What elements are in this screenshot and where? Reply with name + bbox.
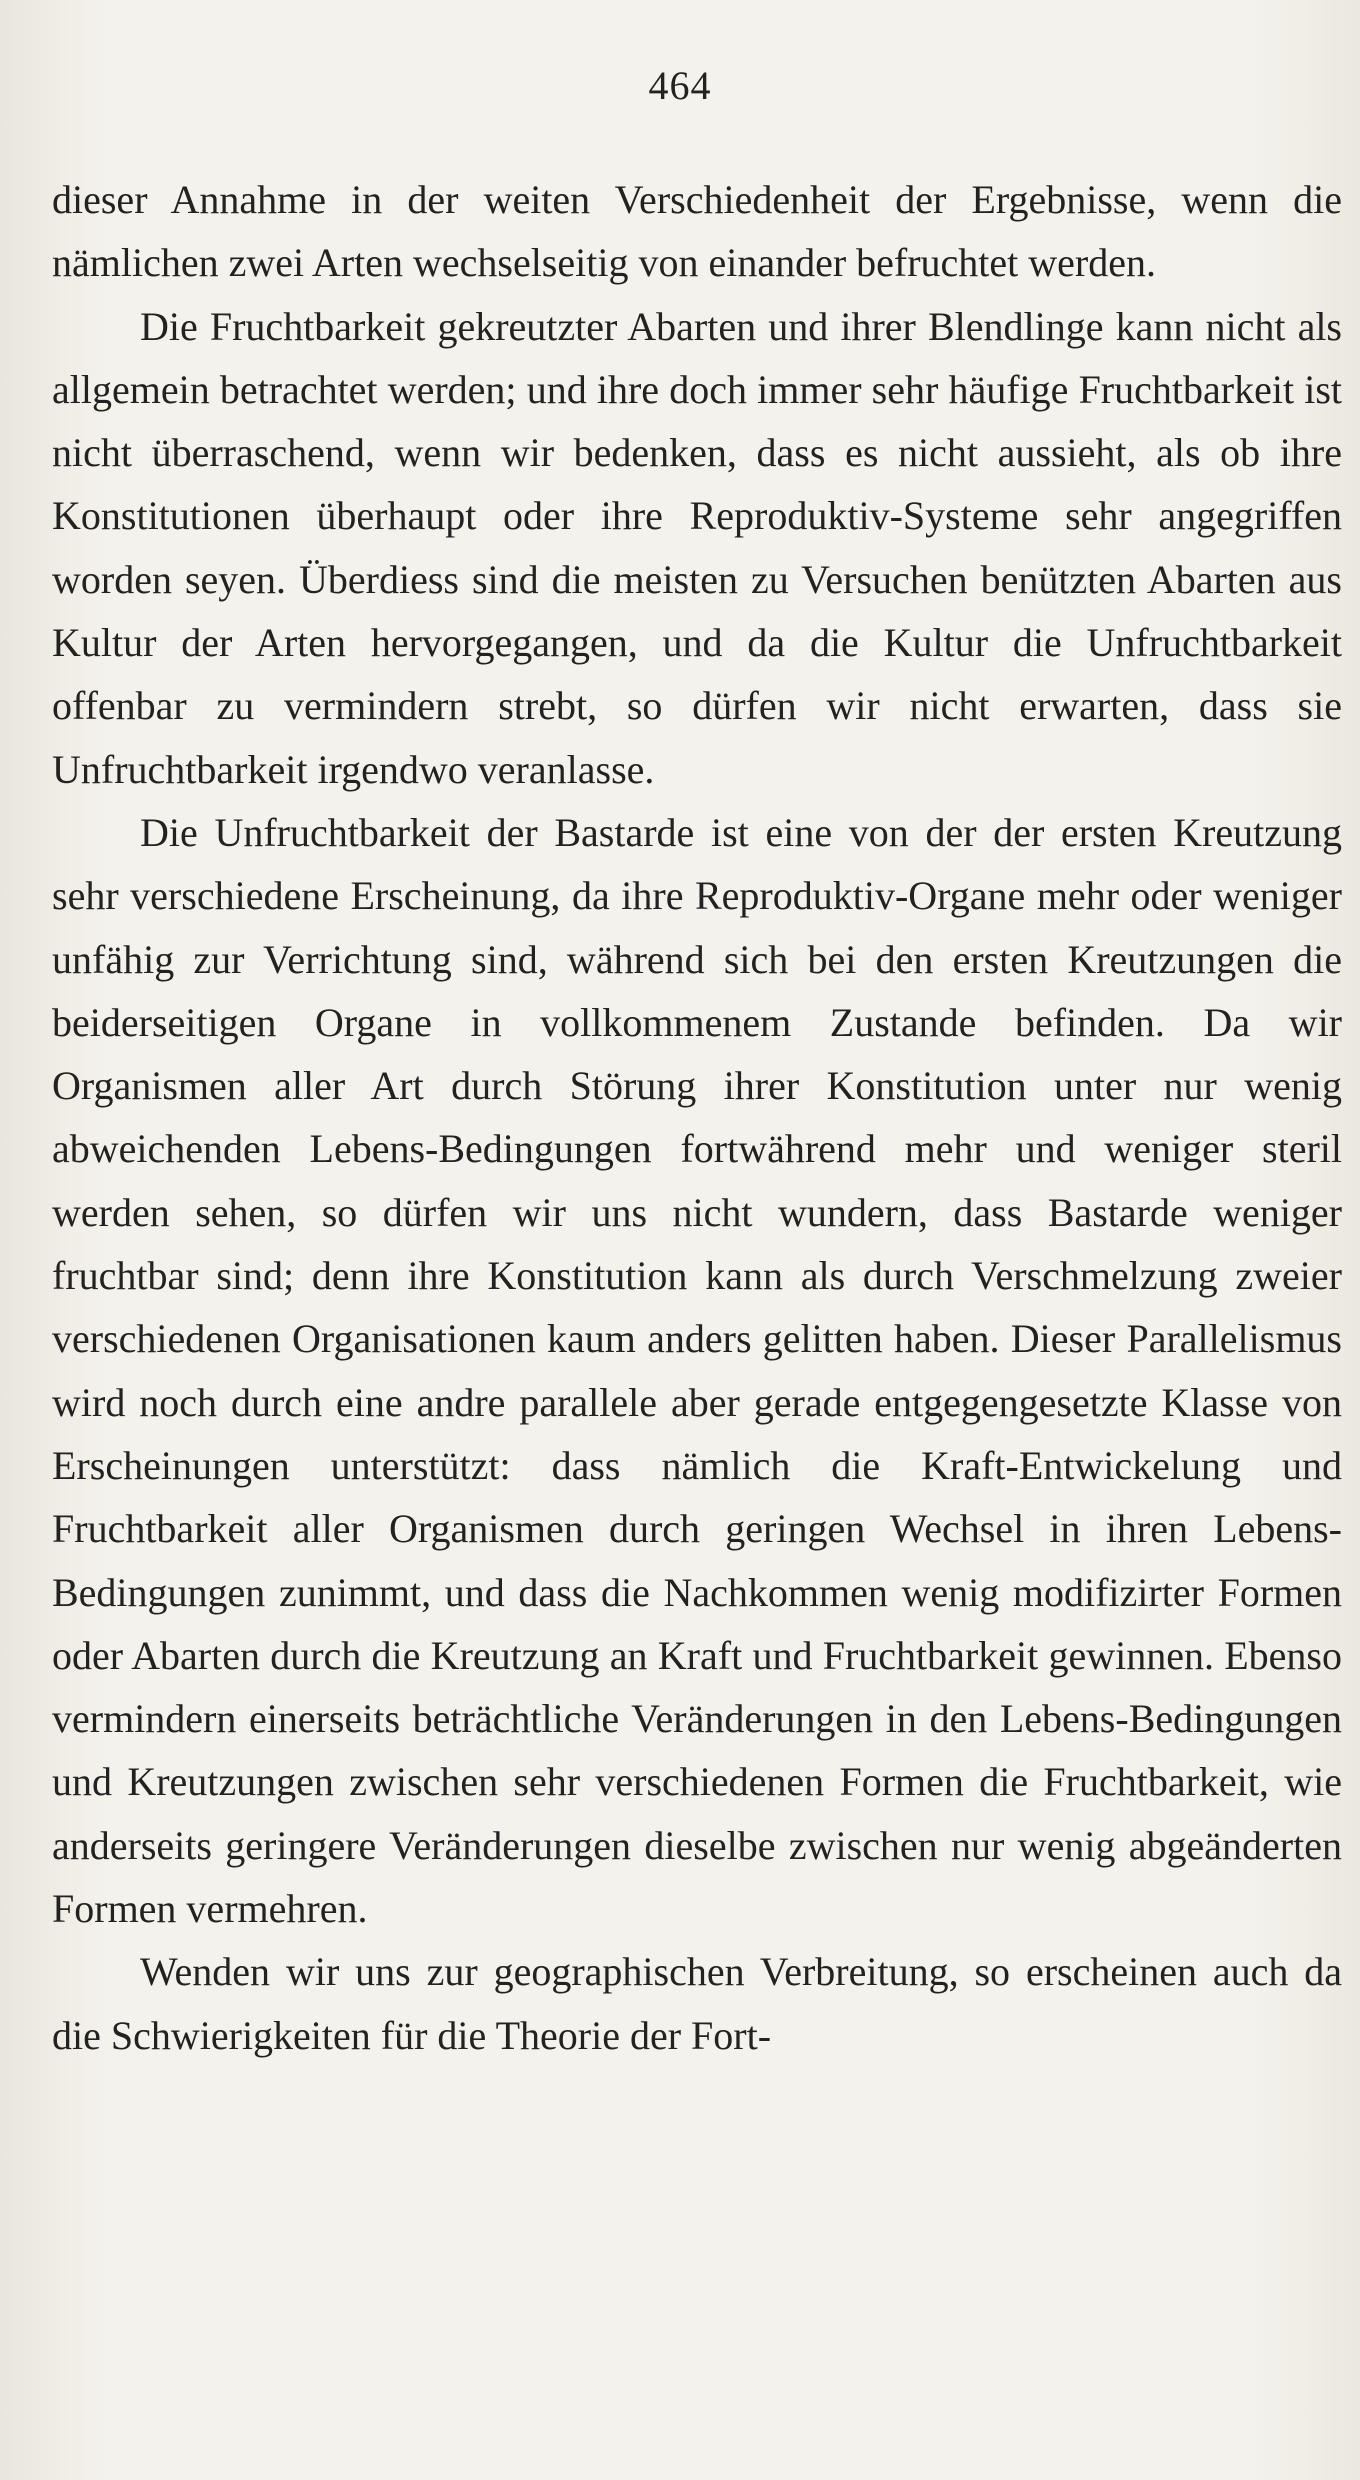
paragraph: dieser Annahme in der weiten Verschiedenheit der Ergebnisse, wenn die nämlichen zwei Arten wechselseitig von einander befruchtet werden. — [52, 177, 1342, 286]
paragraph: Die Fruchtbarkeit gekreutzter Abarten und ihrer Blendlinge kann nicht als allgemein betrachtet werden; und ihre doch immer sehr häufige Fruchtbarkeit ist nicht überraschend, wenn wir bedenken, dass es nicht aussieht, als ob ihre Konstitutionen überhaupt oder ihre Reproduktiv-Systeme sehr angegriffen worden seyen. Überdiess sind die meisten zu Versuchen benützten Abarten aus Kultur der Arten hervorgegangen, und da die Kultur die Unfruchtbarkeit offenbar zu vermindern strebt, so dürfen wir nicht erwarten, dass sie Unfruchtbarkeit irgendwo veranlasse. — [52, 303, 1342, 792]
paragraph: Wenden wir uns zur geographischen Verbreitung, so erscheinen auch da die Schwierigkeiten für die Theorie der Fort- — [52, 1949, 1342, 2058]
paragraph: Die Unfruchtbarkeit der Bastarde ist eine von der der ersten Kreutzung sehr verschiedene Erscheinung, da ihre Reproduktiv-Organe mehr oder weniger unfähig zur Verrichtung sind, während sich bei den ersten Kreutzungen die beiderseitigen Organe in vollkommenem Zustande befinden. Da wir Organismen aller Art durch Störung ihrer Konstitution unter nur wenig abweichenden Lebens-Bedingungen fortwährend mehr und weniger steril werden sehen, so dürfen wir uns nicht wundern, dass Bastarde weniger fruchtbar sind; denn ihre Konstitution kann als durch Verschmelzung zweier verschiedenen Organisationen kaum anders gelitten haben. Dieser Parallelismus wird noch durch eine andre parallele aber gerade entgegengesetzte Klasse von Erscheinungen unterstützt: dass nämlich die Kraft-Entwickelung und Fruchtbarkeit aller Organismen durch geringen Wechsel in ihren Lebens-Bedingungen zunimmt, und dass die Nachkommen wenig modifizirter Formen oder Abarten durch die Kreutzung an Kraft und Fruchtbarkeit gewinnen. Ebenso vermindern einerseits beträchtliche Veränderungen in den Lebens-Bedingungen und Kreutzungen zwischen sehr verschiedenen Formen die Fruchtbarkeit, wie anderseits geringere Veränderungen dieselbe zwischen nur wenig abgeänderten Formen vermehren. — [52, 809, 1342, 1932]
body-text — [52, 168, 1342, 2067]
page-number: 464 — [648, 63, 712, 108]
